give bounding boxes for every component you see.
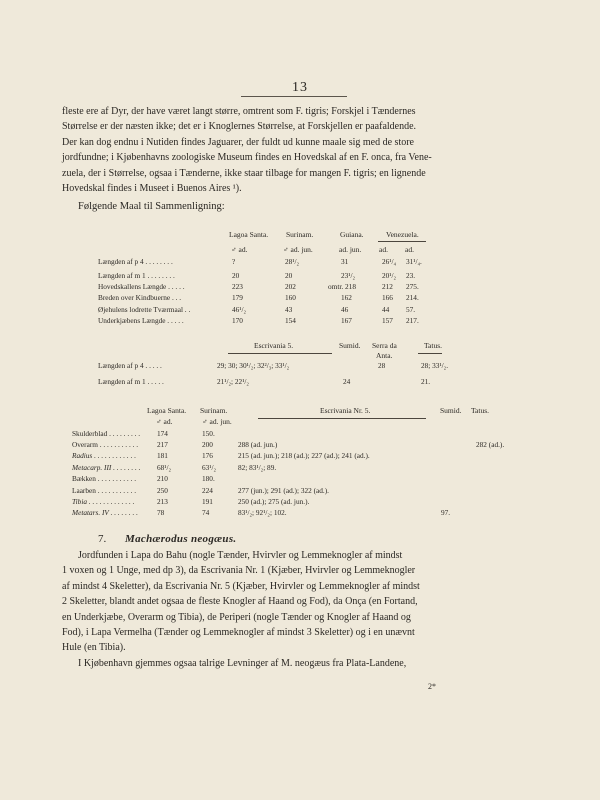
cell-value: 57. [406,305,416,314]
cell-value: 150. [202,429,215,438]
header-brace [258,418,426,419]
text-line: Jordfunden i Lapa do Bahu (nogle Tænder, Hvirvler og Lemmeknogler af mindst [78,550,403,561]
cell-value: 28¹/₂ [285,257,300,266]
cell-value: 24 [343,377,351,386]
row-label: Radius . . . . . . . . . . . . [72,451,137,460]
cell-value: 28 [378,361,386,370]
text-line: 2 Skeletter, blandt andet ogsaa de fleste Knogler af Haand og Fod), da Onça (en Fortand, [62,596,418,608]
col-header: Venezuela. [386,230,419,239]
col-header: Lagoa Santa. [229,230,269,239]
cell-value: 180. [202,474,215,483]
section-number: 7. [98,533,107,545]
cell-value: 282 (ad.). [476,440,505,449]
text-line: Størrelse er der næsten ikke; det er i Knoglernes Størrelse, at Forskjellen er paafaldende. [62,121,417,133]
cell-value: 20 [285,271,293,280]
cell-value: 217 [157,440,168,449]
col-subheader: ad. [379,245,388,254]
cell-value: 23. [406,271,416,280]
col-header: Tatus. [471,406,490,415]
cell-value: 162 [341,293,352,302]
cell-value: 275. [406,282,419,291]
cell-value: omtr. 218 [328,282,356,291]
row-label: Underkjæbens Længde . . . . . [98,316,184,325]
table-caption: Følgende Maal til Sammenligning: [78,201,225,212]
col-header: Lagoa Santa. [147,406,187,415]
cell-value: 23¹/₂ [341,271,356,280]
body-paragraph [62,548,532,671]
cell-value: 83¹/₂; 92¹/₂; 102. [238,508,287,517]
cell-value: 68¹/₂ [157,463,172,472]
text-line: Der kan dog endnu i Nutiden findes Jaguarer, der fuldt ud kunne maale sig med de store [62,136,414,148]
text-line: jordfundne; i Kjøbenhavns zoologiske Museum findes en Hovedskal af en F. onca, fra Vene- [62,152,432,164]
cell-value: 210 [157,474,168,483]
col-header: Sumid. [339,341,361,350]
cell-value: 191 [202,497,213,506]
row-label: Bækken . . . . . . . . . . . [72,474,137,483]
cell-value: 200 [202,440,213,449]
col-header: Sumid. [440,406,462,415]
cell-value: 214. [406,293,419,302]
row-label: Øjehulens lodrette Tværmaal . . [98,305,191,314]
col-subheader: ♂ ad. jun. [283,245,313,254]
header-rule [241,96,347,97]
cell-value: 160 [285,293,296,302]
cell-value: 21. [421,377,431,386]
cell-value: 31 [341,257,349,266]
cell-value: 21¹/₂; 22¹/₂ [217,377,249,386]
row-label: Skulderblad . . . . . . . . . [72,429,141,438]
cell-value: 170 [232,316,243,325]
cell-value: 224 [202,486,213,495]
row-label: Metacarp. III . . . . . . . . [72,463,141,472]
header-brace [378,241,426,242]
cell-value: 213 [157,497,168,506]
row-label: Overarm . . . . . . . . . . . [72,440,139,449]
cell-value: 20¹/₂ [382,271,397,280]
col-header: Surinam. [286,230,314,239]
cell-value: 288 (ad. jun.) [238,440,278,449]
text-line: af mindst 4 Skeletter), da Escrivania Nr. 5 (Kjæber, Hvirvler og Lemmeknogler af mindst [62,580,420,592]
col-header: Serra da [372,341,397,350]
row-label: Længden af m 1 . . . . . [98,377,164,386]
cell-value: 174 [157,429,168,438]
cell-value: 250 (ad.); 275 (ad. jun.). [238,497,310,506]
cell-value: 176 [202,451,213,460]
cell-value: 74 [202,508,210,517]
cell-value: 29; 30; 30¹/₂; 32²/₃; 33¹/₂ [217,361,290,370]
cell-value: 154 [285,316,296,325]
page-number: 13 [292,80,308,95]
cell-value: 44 [382,305,390,314]
text-line: Fod), i Lapa Vermelha (Tænder og Lemmeknogler af mindst 3 Skeletter) og i en unævnt [62,627,415,639]
section-title: Machærodus neogæus. [125,533,237,545]
header-brace [228,353,332,354]
cell-value: 223 [232,282,243,291]
cell-value: 63¹/₂ [202,463,217,472]
cell-value: 179 [232,293,243,302]
col-subheader: ad. jun. [339,245,362,254]
cell-value: 217. [406,316,419,325]
col-header: Surinam. [200,406,228,415]
row-label: Laarben . . . . . . . . . . . [72,486,137,495]
cell-value: ? [232,257,236,266]
cell-value: 167 [341,316,352,325]
col-header: Tatus. [424,341,443,350]
col-header: Anta. [376,351,393,360]
cell-value: 20 [232,271,240,280]
cell-value: 157 [382,316,393,325]
cell-value: 46¹/₂ [232,305,247,314]
cell-value: 181 [157,451,168,460]
section-heading [98,533,236,545]
cell-value: 82; 83¹/₂; 89. [238,463,277,472]
text-line: zuela, der i Størrelse, ogsaa i Tænderne, ikke staar tilbage for mangen F. tigris; en lignende [62,167,426,179]
row-label: Længden af p 4 . . . . . [98,361,162,370]
row-label: Tibia . . . . . . . . . . . . . [72,497,135,506]
cell-value: 215 (ad. jun.); 218 (ad.); 227 (ad.); 241 (ad.). [238,451,370,460]
signature-mark: 2* [428,682,436,691]
text-line: Hovedskal findes i Museet i Buenos Aires ¹). [62,183,242,195]
cell-value: 78 [157,508,165,517]
col-header: Guiana. [340,230,364,239]
col-header: Escrivania Nr. 5. [320,406,371,415]
text-line: Hule (en Tibia). [62,642,126,654]
cell-value: 202 [285,282,296,291]
cell-value: 43 [285,305,293,314]
cell-value: 31¹/₄. [406,257,422,266]
row-label: Længden af m 1 . . . . . . . . [98,271,175,280]
cell-value: 28; 33¹/₂. [421,361,449,370]
cell-value: 212 [382,282,393,291]
cell-value: 97. [441,508,451,517]
col-header: Escrivania 5. [254,341,294,350]
row-label: Hovedskallens Længde . . . . . [98,282,185,291]
text-line: I Kjøbenhavn gjemmes ogsaa talrige Levninger af M. neogæus fra Plata-Landene, [78,657,407,669]
cell-value: 46 [341,305,349,314]
header-brace [418,353,442,354]
col-subheader: ♂ ad. [231,245,248,254]
intro-paragraph [62,104,532,196]
cell-value: 166 [382,293,393,302]
cell-value: 250 [157,486,168,495]
col-subheader: ♂ ad. [156,417,173,426]
text-line: en Underkjæbe, Overarm og Tibia), de Periperi (nogle Tænder og Knogler af Haand og [62,611,411,623]
cell-value: 26¹/₄ [382,257,397,266]
text-line: 1 voxen og 1 Unge, med dp 3), da Escrivania Nr. 1 (Kjæber, Hvirvler og Lemmeknogler [62,565,416,577]
cell-value: 277 (jun.); 291 (ad.); 322 (ad.). [238,486,329,495]
col-subheader: ad. [405,245,414,254]
col-subheader: ♂ ad. jun. [202,417,232,426]
row-label: Metatars. IV . . . . . . . . [72,508,138,517]
row-label: Breden over Kindbuerne . . . [98,293,182,302]
text-line: fleste ere af Dyr, der have været langt større, omtrent som F. tigris; Forskjel i Tændernes [62,106,416,117]
row-label: Længden af p 4 . . . . . . . . [98,257,173,266]
